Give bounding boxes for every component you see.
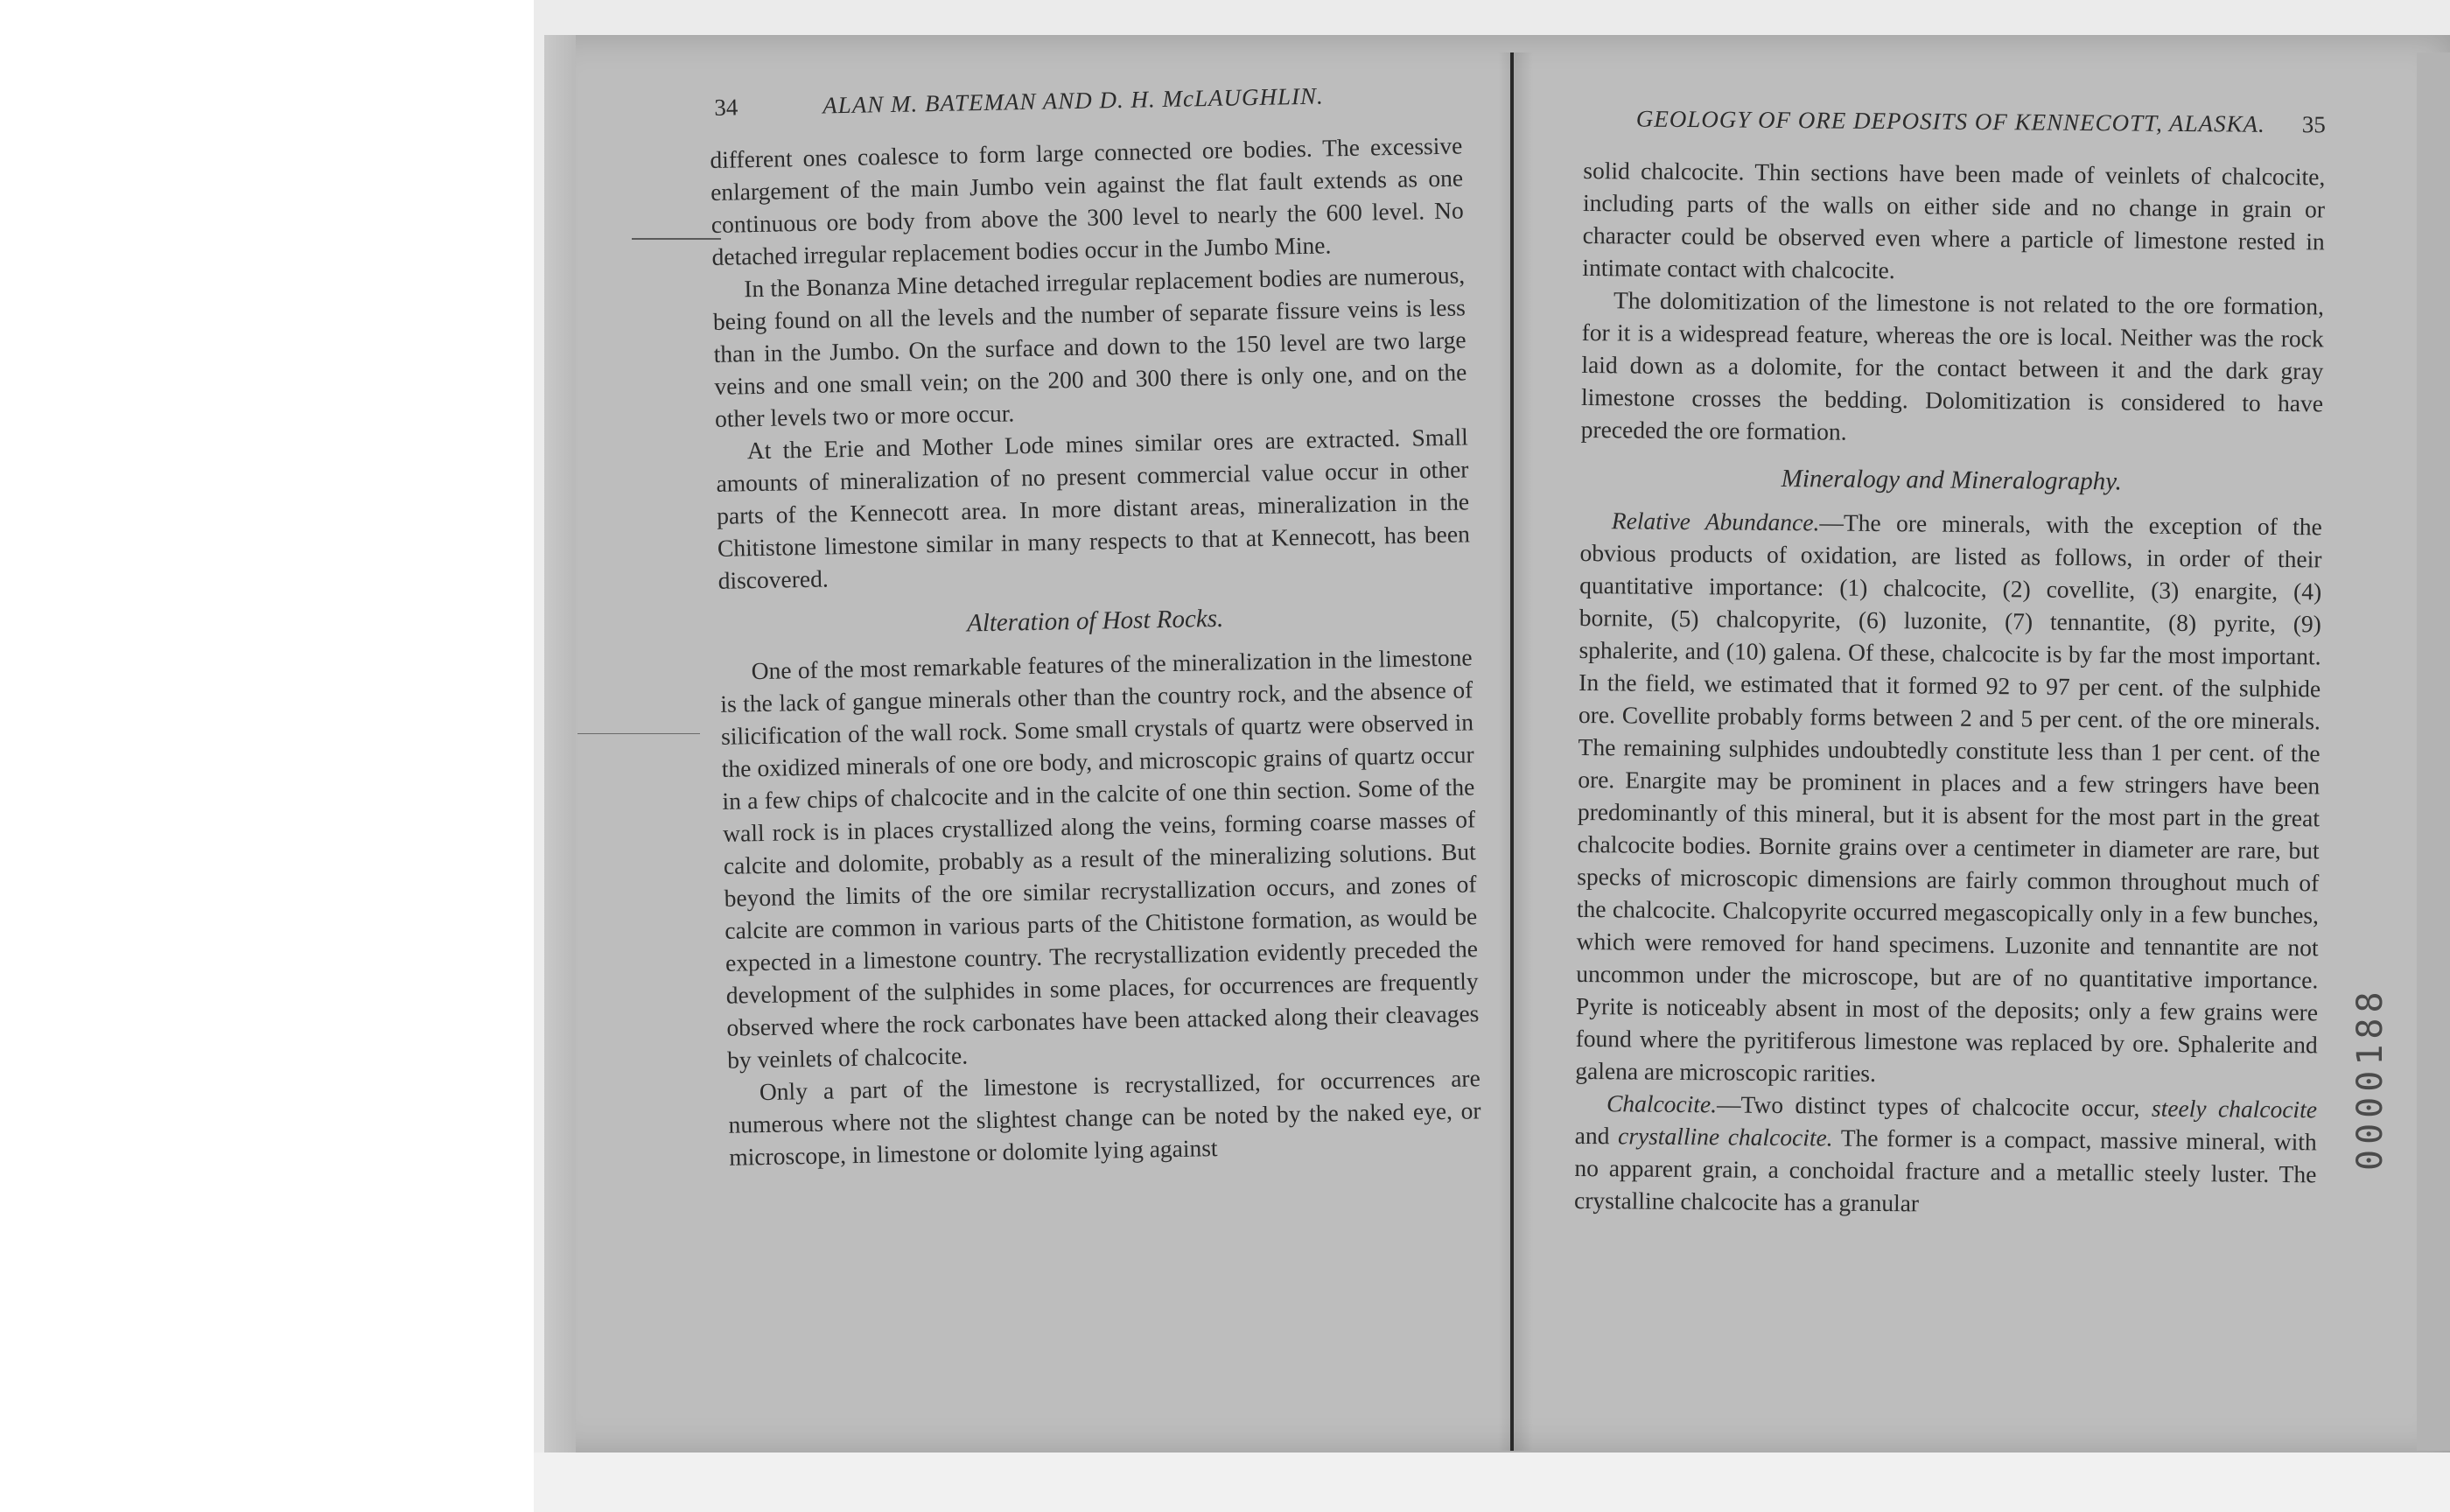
paragraph: One of the most remarkable features of the mineralization in the limestone is the lack of gangue minerals other than the country rock, and the absence of silicification of the wall rock. Some small crystals of quartz were observed in the oxidized minerals of one ore body, and microscopic grains of quartz occur in a few chips of chalcocite and in the calcite of one thin section. Some of the wall rock is in places crystallized along the veins, forming coarse masses of calcite and dolomite, probably as a result of the mineralizing solutions. But beyond the limits of the ore similar recrystallization occurs, and zones of calcite are common in various parts of the Chitistone formation, as would be expected in a limestone country. The recrystallization evidently preceded the development of the sulphides in some places, for occurrences are frequently observed where the rock carbonates have been attacked along their cleavages by veinlets of chalcocite. — [720, 643, 1480, 1074]
italic-term: crystalline chalcocite. — [1617, 1122, 1833, 1152]
margin-mark — [578, 733, 700, 734]
left-page — [709, 80, 1482, 1172]
scanner-bottom-margin — [534, 1452, 2450, 1512]
right-page-edge — [2417, 52, 2450, 1451]
paragraph: solid chalcocite. Thin sections have been made of veinlets of chalcocite, including parts of the walls on either side and no change in grain or character could be observed even where a particle of limestone rested in intimate contact with chalcocite. — [1582, 156, 2326, 284]
section-heading: Alteration of Host Rocks. — [966, 604, 1224, 638]
page-number: 34 — [713, 94, 738, 121]
section-heading: Mineralogy and Mineralography. — [1781, 464, 2122, 496]
running-header: ALAN M. BATEMAN AND D. H. McLAUGHLIN. — [822, 82, 1324, 119]
paragraph-chalcocite — [1574, 1087, 2317, 1222]
paragraph: In the Bonanza Mine detached irregular replacement bodies are numerous, being found on all the levels and the number of separate fissure veins is less than in the Jumbo. On the surface and down to the 150 level are two large veins and one small vein; on the 200 and 300 there is only one, and on the other levels two or more occur. — [712, 261, 1467, 432]
margin-mark — [632, 238, 721, 240]
book-gutter — [1510, 52, 1514, 1451]
paragraph-text: —The ore minerals, with the exception of the obvious products of oxidation, are listed as follows, in order of their quantitative importance: (1) chalcocite, (2) covellite, (3) enargite, (4) bornite, (5) chalcopyrite, (6) luzonite, (7) tennantite, (8) pyrite, (9) sphalerite, and (10) galena. Of these, chalcocite is by far the most important. In the field, we estimated that it formed 92 to 97 per cent. of the sulphide ore. Covellite probably forms between 2 and 5 per cent. of the ore minerals. The remaining sulphides undoubtedly constitute less than 1 per cent. of the ore. Enargite may be prominent in places and a few stringers have been predominantly of this mineral, but it is absent for the most part in the great chalcocite bodies. Bornite grains over a centimeter in diameter are rare, but specks of microscopic dimensions are fairly common throughout much of the chalcocite. Chalcopyrite occurred megascopically only in a few bunches, which were removed for hand specimens. Luzonite and tennantite are not uncommon under the microscope, but are of no quantitative importance. Pyrite is noticeably absent in most of the deposits; only a few grains were found where the pyritiferous limestone was replaced by ore. Sphalerite and galena are microscopic rarities. — [1575, 508, 2322, 1087]
run-in-heading: Relative Abundance. — [1611, 507, 1820, 536]
page-number: 35 — [2301, 111, 2326, 138]
right-page — [1574, 105, 2326, 1222]
right-page-body — [1574, 154, 2326, 1222]
paragraph-text: The former is a compact, massive mineral, with no apparent grain, a conchoidal fracture and a metallic steely luster. The crystalline chalcocite has a granular — [1573, 1124, 2317, 1217]
running-header: GEOLOGY OF ORE DEPOSITS OF KENNECOTT, ALASKA. — [1635, 105, 2266, 137]
paragraph-text: and — [1574, 1121, 1619, 1150]
paragraph: At the Erie and Mother Lode mines similar ores are extracted. Small amounts of mineralization of no present commercial value occur in other parts of the Kennecott area. In more distant areas, mineralization in the Chitistone limestone similar in many respects to that at Kennecott, has been discovered. — [716, 423, 1471, 594]
page-edge — [544, 35, 576, 1452]
italic-term: steely chalcocite — [2151, 1094, 2318, 1124]
paragraph-text: —Two distinct types of chalcocite occur, — [1716, 1090, 2152, 1122]
paragraph-relative-abundance — [1575, 504, 2322, 1093]
paragraph: different ones coalesce to form large connected ore bodies. The excessive enlargement of the main Jumbo vein against the flat fault extends as one continuous ore body from above the 300 level to nearly the 600 level. No detached irregular replacement bodies occur in the Jumbo Mine. — [710, 131, 1464, 270]
right-page-header — [1584, 105, 2326, 160]
run-in-heading: Chalcocite. — [1606, 1089, 1718, 1118]
left-page-body — [710, 129, 1481, 1172]
paragraph: Only a part of the limestone is recrystallized, for occurrences are numerous where not the slightest change can be noted by the naked eye, or microscope, in limestone or dolomite lying against — [728, 1064, 1481, 1171]
archive-stamp-number: 0000188 — [2350, 986, 2390, 1171]
paragraph: The dolomitization of the limestone is not related to the ore formation, for it is a widespread feature, whereas the ore is local. Neither was the rock laid down as a dolomite, for the contact between it and the dark gray limestone crosses the bedding. Dolomitization is considered to have preceded the ore formation. — [1580, 286, 2325, 445]
gutter-shadow — [1498, 52, 1533, 1451]
